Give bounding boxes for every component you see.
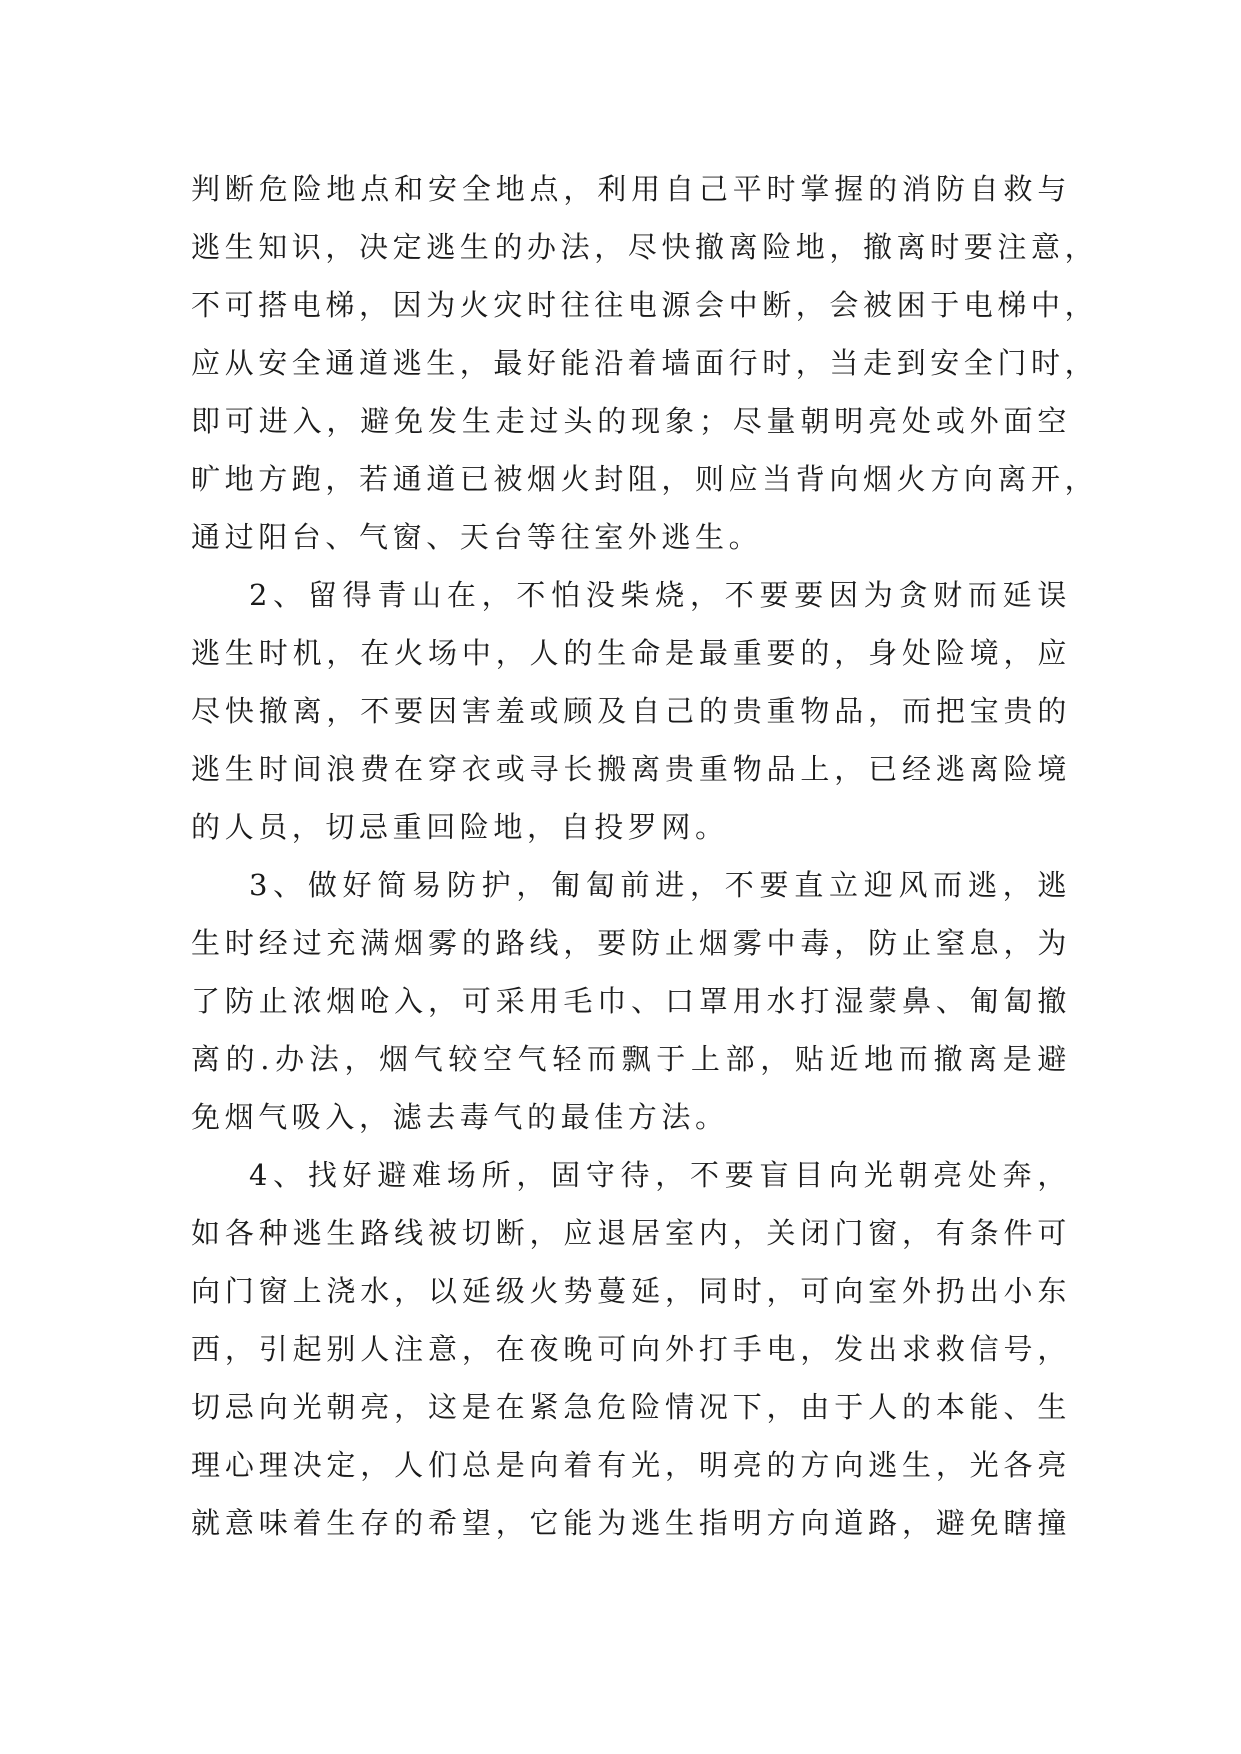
text-line: 免烟气吸入，滤去毒气的最佳方法。 — [191, 1100, 729, 1134]
text-line: 2、留得青山在，不怕没柴烧，不要要因为贪财而延误 — [249, 578, 1071, 612]
text-line: 离的.办法，烟气较空气轻而飘于上部，贴近地而撤离是避 — [191, 1042, 1071, 1076]
paragraph-3 — [191, 856, 1071, 1146]
text-line: 生时经过充满烟雾的路线，要防止烟雾中毒，防止窒息，为 — [191, 926, 1071, 960]
text-line: 如各种逃生路线被切断，应退居室内，关闭门窗，有条件可 — [191, 1216, 1071, 1250]
text-line: 即可进入，避免发生走过头的现象；尽量朝明亮处或外面空 — [191, 404, 1071, 438]
text-line: 3、做好简易防护，匍匐前进，不要直立迎风而逃，逃 — [249, 868, 1071, 902]
text-line: 旷地方跑，若通道已被烟火封阻，则应当背向烟火方向离开， — [191, 462, 1099, 496]
text-line: 就意味着生存的希望，它能为逃生指明方向道路，避免瞎撞 — [191, 1506, 1071, 1540]
text-line: 向门窗上浇水，以延级火势蔓延，同时，可向室外扔出小东 — [191, 1274, 1071, 1308]
text-line: 切忌向光朝亮，这是在紧急危险情况下，由于人的本能、生 — [191, 1390, 1071, 1424]
text-line: 理心理决定，人们总是向着有光，明亮的方向逃生，光各亮 — [191, 1448, 1071, 1482]
text-line: 应从安全通道逃生，最好能沿着墙面行时，当走到安全门时， — [191, 346, 1099, 380]
document-body — [191, 160, 1099, 1552]
text-line: 通过阳台、气窗、天台等往室外逃生。 — [191, 520, 763, 554]
paragraph-1 — [191, 160, 1099, 566]
text-line: 4、找好避难场所，固守待，不要盲目向光朝亮处奔， — [249, 1158, 1071, 1192]
text-line: 的人员，切忌重回险地，自投罗网。 — [191, 810, 729, 844]
text-line: 逃生时间浪费在穿衣或寻长搬离贵重物品上，已经逃离险境 — [191, 752, 1071, 786]
text-line: 尽快撤离，不要因害羞或顾及自己的贵重物品，而把宝贵的 — [191, 694, 1071, 728]
paragraph-2 — [191, 566, 1071, 856]
text-line: 判断危险地点和安全地点，利用自己平时掌握的消防自救与 — [191, 172, 1071, 206]
text-line: 逃生知识，决定逃生的办法，尽快撤离险地，撤离时要注意， — [191, 230, 1099, 264]
text-line: 了防止浓烟呛入，可采用毛巾、口罩用水打湿蒙鼻、匍匐撤 — [191, 984, 1071, 1018]
text-line: 西，引起别人注意，在夜晚可向外打手电，发出求救信号， — [191, 1332, 1071, 1366]
text-line: 不可搭电梯，因为火灾时往往电源会中断，会被困于电梯中， — [191, 288, 1099, 322]
paragraph-4 — [191, 1146, 1071, 1552]
text-line: 逃生时机，在火场中，人的生命是最重要的，身处险境，应 — [191, 636, 1071, 670]
